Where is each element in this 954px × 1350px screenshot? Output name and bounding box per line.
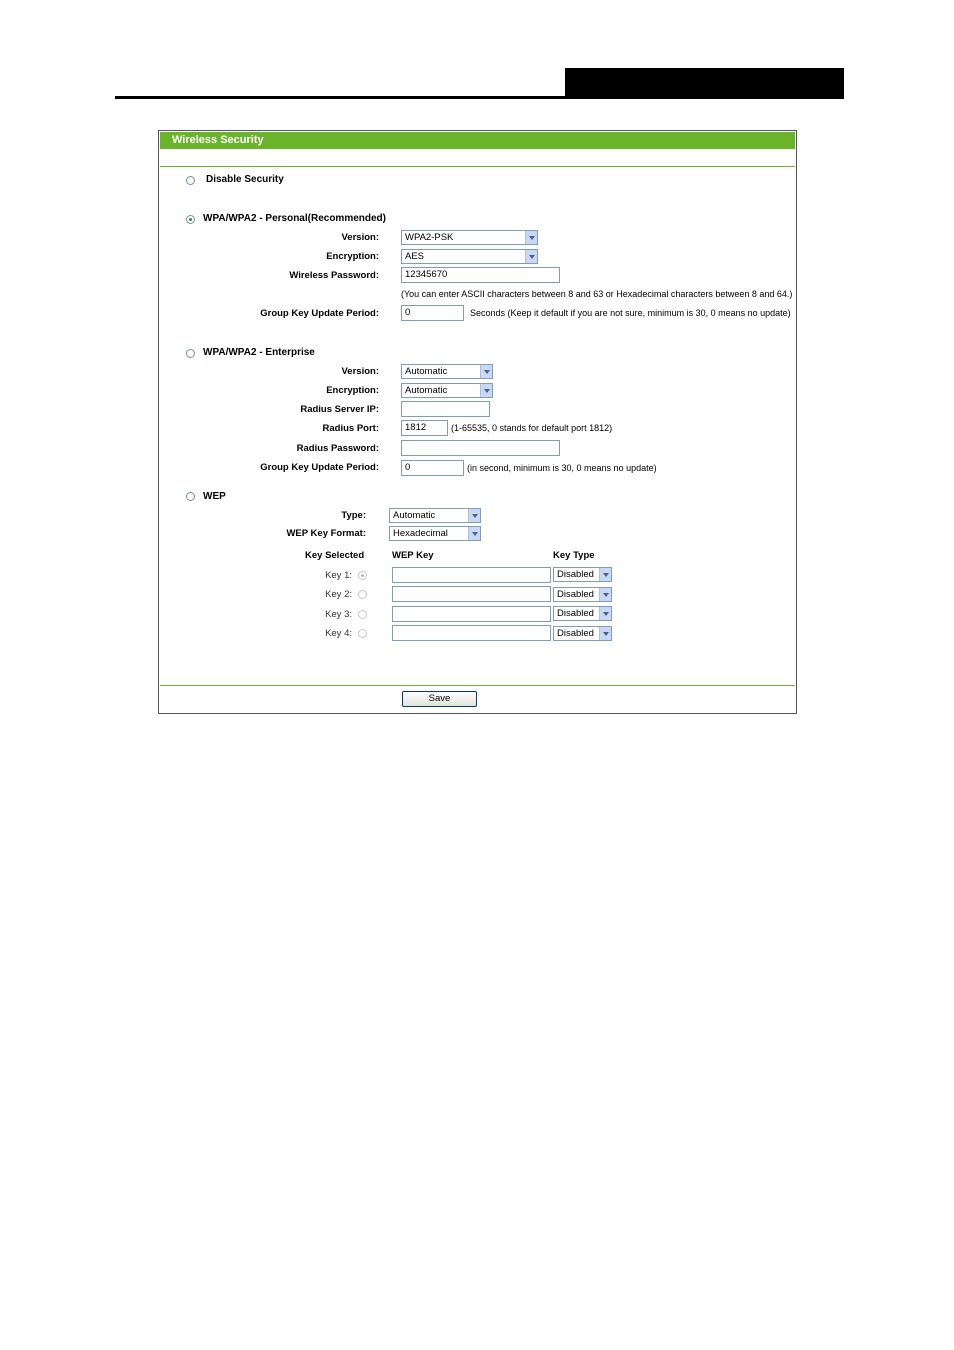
key-1-type-value: Disabled (557, 569, 594, 580)
key-2-radio[interactable] (358, 590, 367, 599)
key-4-label: Key 4: (325, 628, 352, 639)
wpa-enterprise-radio[interactable] (186, 349, 195, 358)
chevron-down-icon (468, 509, 480, 522)
wep-format-select[interactable] (389, 526, 481, 541)
col-key-type: Key Type (553, 550, 595, 561)
enterprise-encryption-value: Automatic (405, 385, 448, 396)
enterprise-version-value: Automatic (405, 366, 448, 377)
key-1-type-select[interactable] (553, 567, 612, 582)
personal-encryption-select[interactable] (401, 249, 538, 264)
personal-version-select[interactable] (401, 230, 538, 245)
key-4-type-select[interactable] (553, 626, 612, 641)
radius-password-label: Radius Password: (296, 443, 379, 454)
col-key-selected: Key Selected (305, 550, 365, 561)
wpa-personal-radio[interactable] (186, 215, 195, 224)
key-3-radio[interactable] (358, 610, 367, 619)
disable-security-radio[interactable] (186, 176, 195, 185)
wep-format-value: Hexadecimal (393, 528, 448, 539)
key-4-type-value: Disabled (557, 628, 594, 639)
chevron-down-icon (599, 627, 611, 640)
panel-bottom-divider (160, 685, 795, 686)
panel-title: Wireless Security (160, 132, 795, 149)
personal-encryption-label: Encryption: (326, 251, 379, 262)
enterprise-encryption-select[interactable] (401, 383, 493, 398)
personal-password-label: Wireless Password: (289, 270, 379, 281)
radius-port-input[interactable]: 1812 (401, 420, 448, 436)
wireless-security-panel (158, 130, 797, 714)
wep-type-select[interactable] (389, 508, 481, 523)
enterprise-gkup-label: Group Key Update Period: (260, 462, 379, 473)
save-button[interactable]: Save (402, 691, 477, 707)
personal-version-value: WPA2-PSK (405, 232, 454, 243)
wep-type-label: Type: (341, 510, 366, 521)
wep-key-2-input[interactable] (392, 586, 551, 602)
key-1-radio[interactable] (358, 571, 367, 580)
radius-ip-input[interactable] (401, 401, 490, 417)
chevron-down-icon (480, 365, 492, 378)
radius-port-hint: (1-65535, 0 stands for default port 1812) (451, 423, 613, 433)
wep-label: WEP (203, 491, 226, 502)
enterprise-version-select[interactable] (401, 364, 493, 379)
chevron-down-icon (599, 568, 611, 581)
chevron-down-icon (599, 588, 611, 601)
key-3-type-value: Disabled (557, 608, 594, 619)
wep-key-1-input[interactable] (392, 567, 551, 583)
enterprise-gkup-input[interactable]: 0 (401, 460, 464, 476)
disable-security-label: Disable Security (206, 174, 284, 185)
key-3-label: Key 3: (325, 609, 352, 620)
chevron-down-icon (480, 384, 492, 397)
personal-gkup-input[interactable]: 0 (401, 305, 464, 321)
chevron-down-icon (599, 607, 611, 620)
wep-format-label: WEP Key Format: (286, 528, 366, 539)
key-4-radio[interactable] (358, 629, 367, 638)
chevron-down-icon (525, 250, 537, 263)
key-2-label: Key 2: (325, 589, 352, 600)
wep-key-3-input[interactable] (392, 606, 551, 622)
key-2-type-select[interactable] (553, 587, 612, 602)
chevron-down-icon (468, 527, 480, 540)
wep-radio[interactable] (186, 492, 195, 501)
password-hint: (You can enter ASCII characters between 8 and 63 or Hexadecimal characters between 8 and 64.) (401, 289, 793, 299)
radius-password-input[interactable] (401, 440, 560, 456)
personal-encryption-value: AES (405, 251, 425, 262)
enterprise-version-label: Version: (341, 366, 379, 377)
wep-key-4-input[interactable] (392, 625, 551, 641)
chevron-down-icon (525, 231, 537, 244)
key-2-type-value: Disabled (557, 589, 594, 600)
document-header-block (565, 68, 844, 99)
key-1-label: Key 1: (325, 570, 352, 581)
key-3-type-select[interactable] (553, 606, 612, 621)
personal-gkup-label: Group Key Update Period: (260, 308, 379, 319)
panel-top-divider (160, 166, 795, 167)
personal-version-label: Version: (341, 232, 379, 243)
wep-type-value: Automatic (393, 510, 436, 521)
document-header-rule (115, 96, 844, 99)
wpa-enterprise-label: WPA/WPA2 - Enterprise (203, 347, 315, 358)
personal-gkup-hint: Seconds (Keep it default if you are not sure, minimum is 30, 0 means no update) (470, 308, 791, 318)
enterprise-gkup-hint: (in second, minimum is 30, 0 means no update) (467, 463, 657, 473)
radius-port-label: Radius Port: (322, 423, 379, 434)
wpa-personal-label: WPA/WPA2 - Personal(Recommended) (203, 213, 386, 224)
wireless-password-input[interactable]: 12345670 (401, 267, 560, 283)
enterprise-encryption-label: Encryption: (326, 385, 379, 396)
radius-ip-label: Radius Server IP: (300, 404, 379, 415)
col-wep-key: WEP Key (392, 550, 434, 561)
